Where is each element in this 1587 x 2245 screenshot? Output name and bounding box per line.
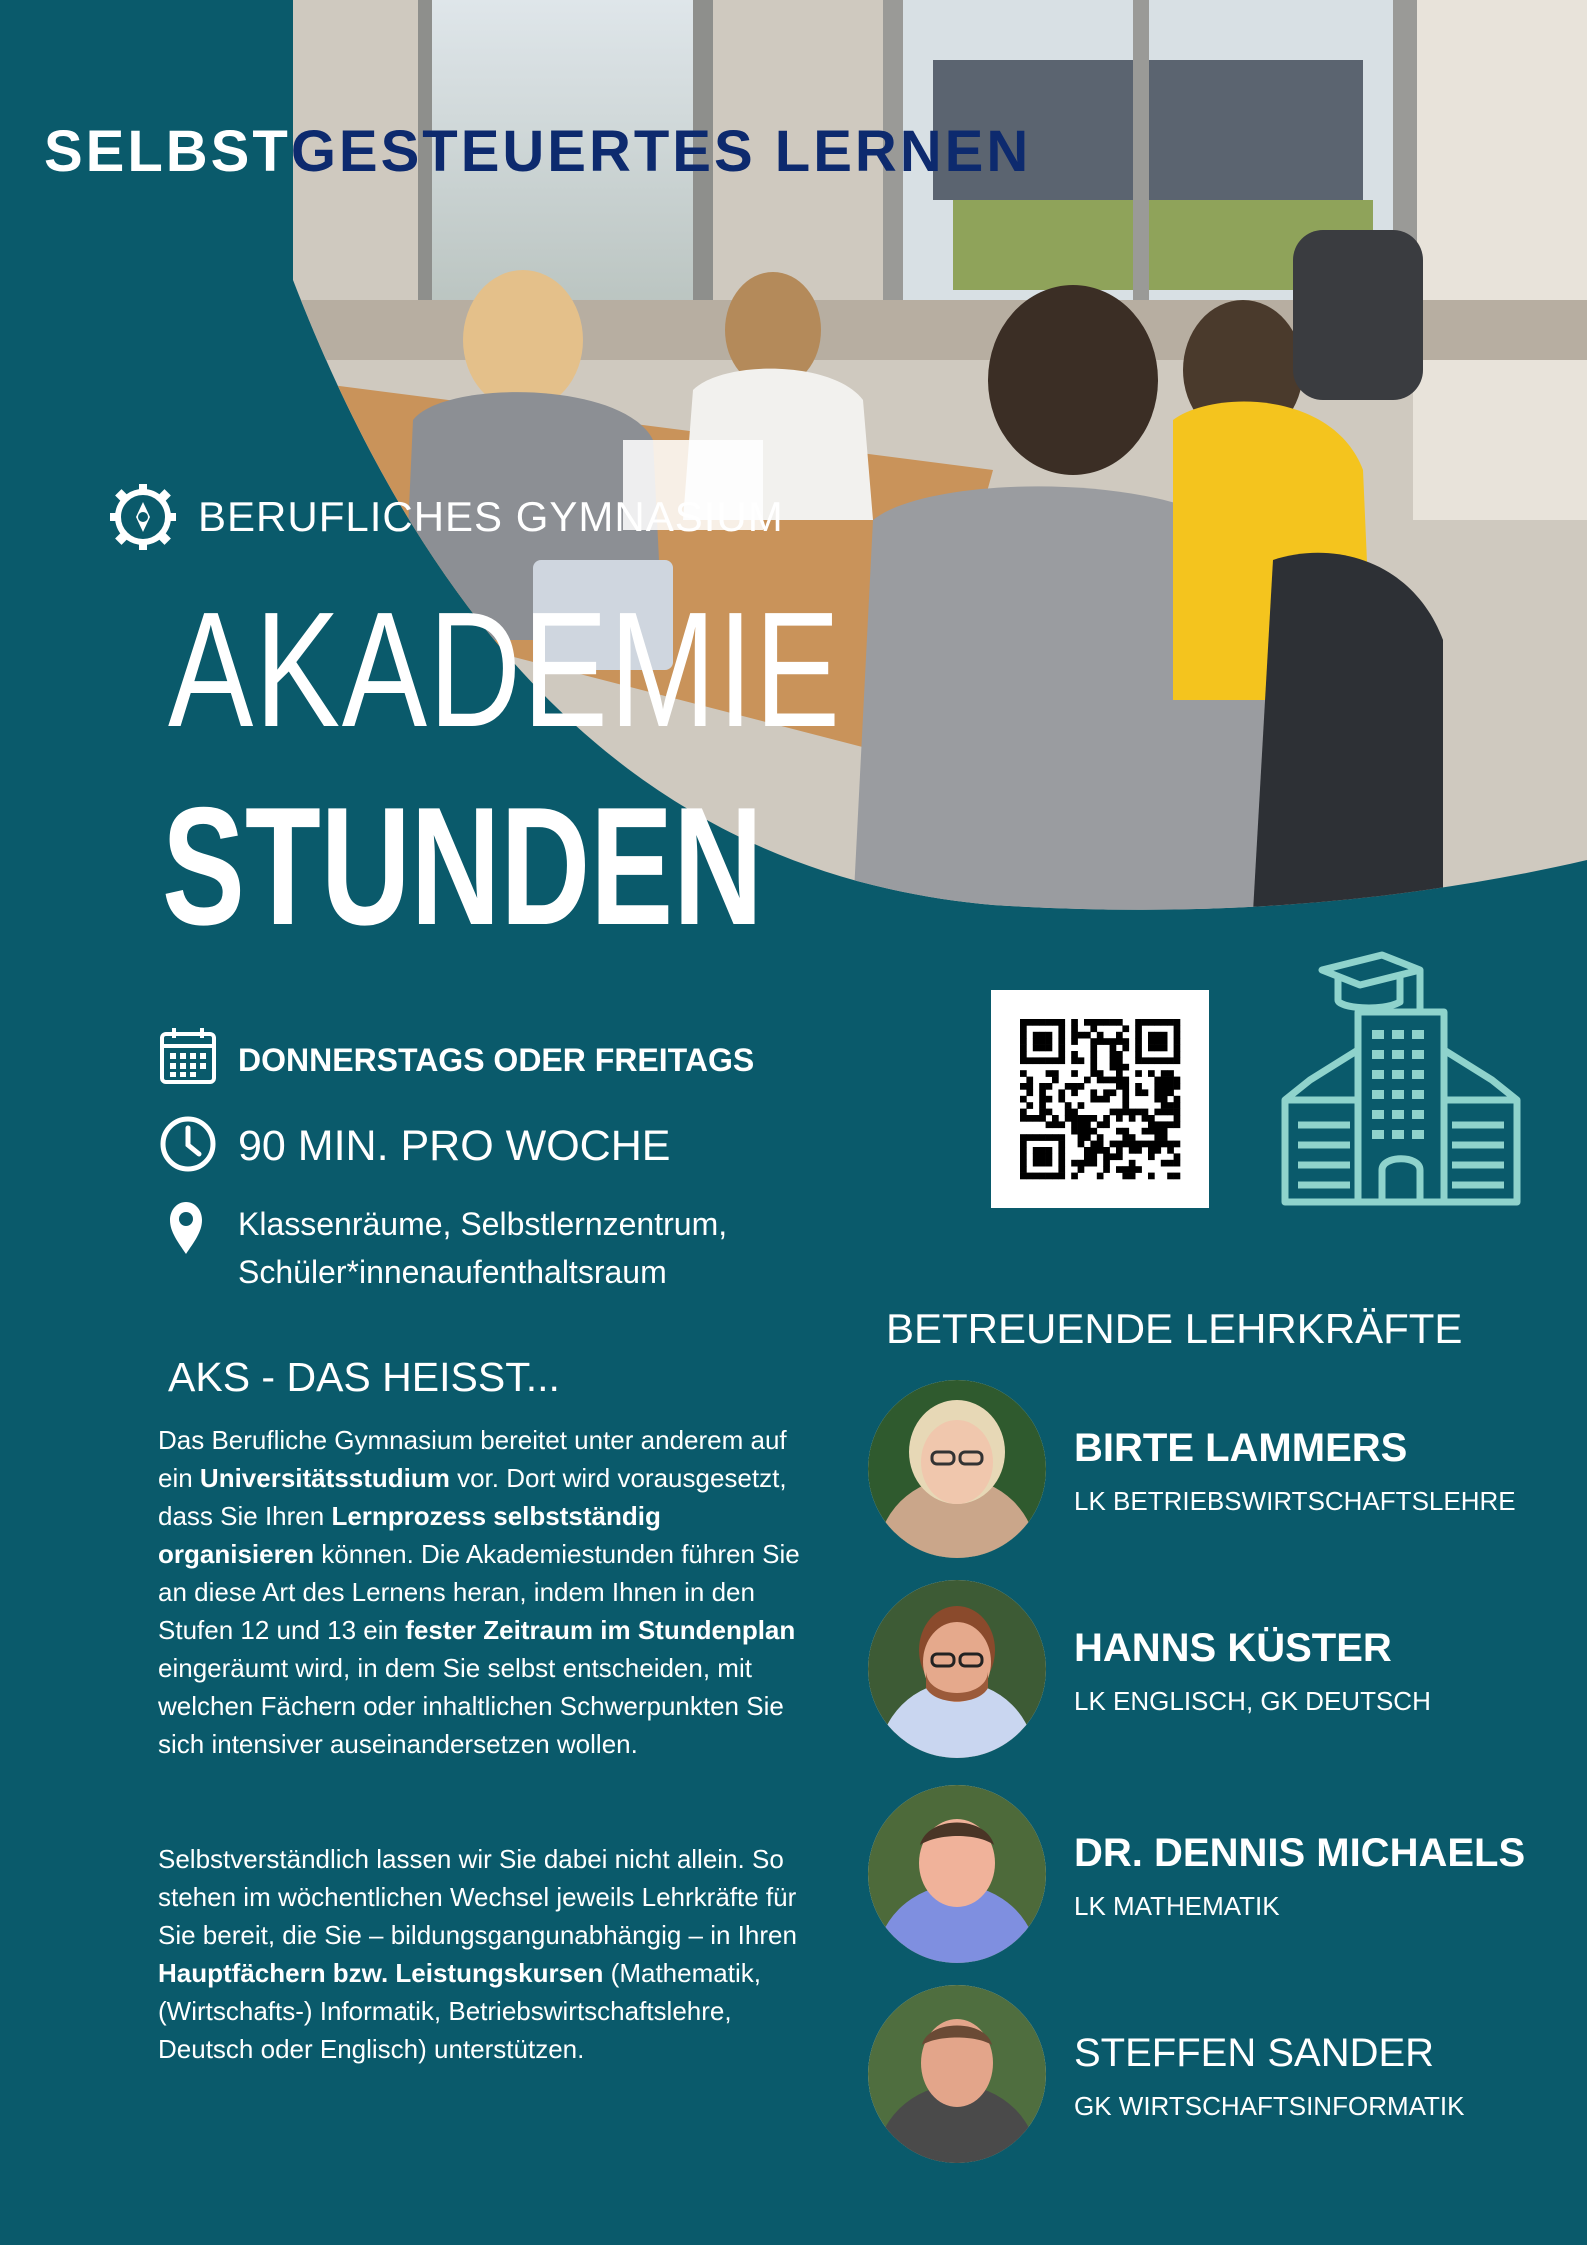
location-pin-icon: [158, 1198, 218, 1258]
school-building-icon: [1270, 950, 1532, 1212]
body-text-segment: eingeräumt wird, in dem Sie selbst entscheiden, mit welchen Fächern oder inhaltlichen Schwerpunkten Sie sich intensiver auseinandersetzen wollen.: [158, 1653, 784, 1759]
aks-paragraph-2: [158, 1840, 808, 2068]
info-place-text: [238, 1200, 727, 1296]
avatar: [868, 1580, 1046, 1758]
staff-heading: BETREUENDE LEHRKRÄFTE: [886, 1305, 1463, 1352]
avatar: [868, 1785, 1046, 1963]
emphasis-text: Universitätsstudium: [199, 1463, 450, 1493]
body-text-segment: können. Die Akademiestunden führen Sie an diese Art des Lernens heran, indem Ihnen in den Stufen 12 und 13 ein: [158, 1539, 800, 1645]
emphasis-text: fester Zeitraum im Stundenplan: [405, 1615, 796, 1645]
teacher-subjects: GK WIRTSCHAFTSINFORMATIK: [1074, 2091, 1465, 2121]
school-badge: [108, 482, 784, 552]
calendar-icon: [158, 1026, 218, 1086]
compass-gear-icon: [108, 482, 178, 552]
avatar: [868, 1985, 1046, 2163]
aks-paragraph-1: [158, 1421, 808, 1763]
info-duration-text: 90 MIN. PRO WOCHE: [238, 1122, 671, 1170]
teacher-subjects: LK ENGLISCH, GK DEUTSCH: [1074, 1686, 1431, 1716]
body-text-segment: vor. Dort wird vorausgesetzt, dass Sie Ihren: [158, 1463, 787, 1531]
teacher-card-kuester: [868, 1580, 1568, 1760]
teacher-subjects: LK BETRIEBSWIRTSCHAFTSLEHRE: [1074, 1486, 1516, 1516]
title-akademie: AKADEMIE: [168, 578, 842, 761]
school-name: BERUFLICHES GYMNASIUM: [198, 493, 784, 540]
teacher-card-michaels: [868, 1785, 1568, 1965]
clock-icon: [158, 1114, 218, 1174]
teacher-name: BIRTE LAMMERS: [1074, 1426, 1408, 1470]
headline-selbstgesteuertes-lernen: [44, 118, 1031, 185]
teacher-name: STEFFEN SANDER: [1074, 2031, 1435, 2075]
info-place-line2: Schüler*innenaufenthaltsraum: [238, 1254, 667, 1290]
body-text-segment: Selbstverständlich lassen wir Sie dabei nicht allein. So stehen im wöchentlichen Wechsel jeweils Lehrkräfte für Sie bereit, die Sie – bildungsgangunabhängig – in Ihren: [158, 1844, 797, 1950]
avatar: [868, 1380, 1046, 1558]
body-text-segment: (Mathematik, (Wirtschafts-) Informatik, Betriebswirtschaftslehre, Deutsch oder Englisch) unterstützen.: [158, 1958, 761, 2064]
info-days-text: DONNERSTAGS ODER FREITAGS: [238, 1042, 755, 1078]
info-place-line1: Klassenräume, Selbstlernzentrum,: [238, 1206, 728, 1242]
teacher-card-sander: [868, 1985, 1568, 2165]
qr-code[interactable]: [991, 990, 1209, 1208]
teacher-name: HANNS KÜSTER: [1074, 1626, 1392, 1670]
teacher-name: DR. DENNIS MICHAELS: [1074, 1831, 1526, 1875]
teacher-subjects: LK MATHEMATIK: [1074, 1891, 1280, 1921]
teacher-card-lammers: [868, 1380, 1568, 1560]
emphasis-text: Lernprozess selbstständig organisieren: [158, 1501, 661, 1569]
qr-code-icon: [991, 990, 1209, 1208]
headline-blue-part: GESTEUERTES LERNEN: [290, 119, 1032, 184]
emphasis-text: Hauptfächern bzw. Leistungskursen: [158, 1958, 604, 1988]
title-stunden: STUNDEN: [162, 772, 763, 960]
headline-white-part: SELBST: [44, 119, 291, 184]
body-text-segment: Das Berufliche Gymnasium bereitet unter anderem auf ein: [158, 1425, 787, 1493]
aks-heading: AKS - DAS HEISST...: [168, 1354, 560, 1400]
